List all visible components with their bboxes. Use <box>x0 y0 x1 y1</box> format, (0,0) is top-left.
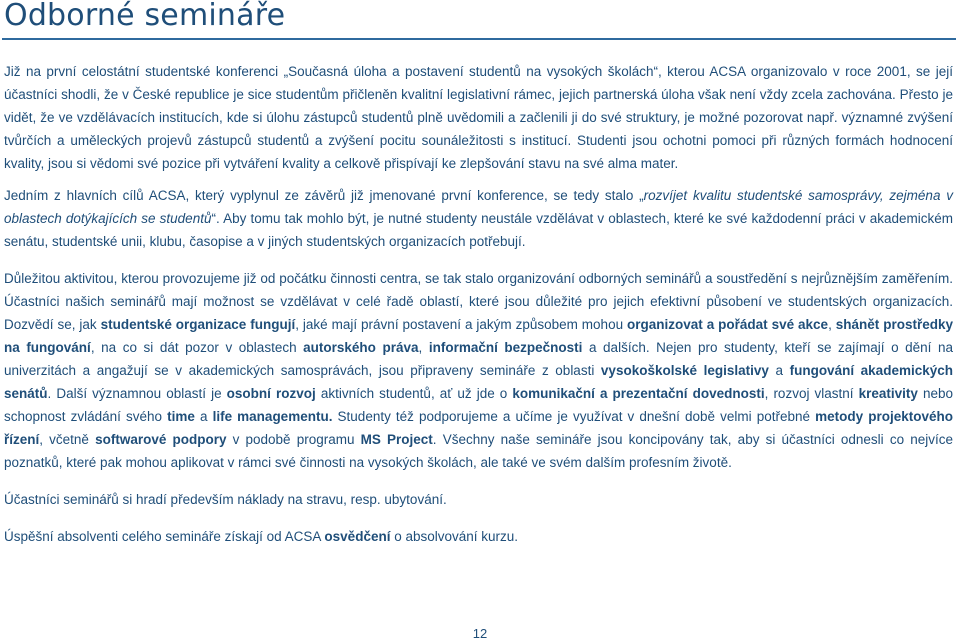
text-run: o absolvování kurzu. <box>390 529 519 544</box>
bold-term: osobní rozvoj <box>226 386 316 401</box>
text-run: . Další významnou oblastí je <box>47 386 227 401</box>
text-run: nebo schopnost zvládání svého <box>4 386 954 424</box>
text-run: , <box>418 340 429 355</box>
bold-term: metody projektového řízení <box>4 409 953 447</box>
text-run: v podobě programu <box>226 432 361 447</box>
bold-term: kreativity <box>858 386 918 401</box>
bold-term: studentské organizace fungují <box>100 317 296 332</box>
page-title: Odborné semináře <box>4 0 286 33</box>
text-run: , rozvoj vlastní <box>764 386 859 401</box>
text-run: Úspěšní absolventi celého semináře získají od ACSA <box>4 529 325 544</box>
bold-term: life managementu. <box>212 409 333 424</box>
text-run: a <box>768 363 790 378</box>
page-number: 12 <box>472 626 488 641</box>
text-run: , <box>828 317 836 332</box>
paragraph-2 <box>4 184 953 253</box>
bold-term: osvědčení <box>324 529 391 544</box>
bold-term: time <box>167 409 195 424</box>
bold-term: vysokoškolské legislativy <box>600 363 769 378</box>
text-run: Studenty též podporujeme a učíme je využívat v dnešní době velmi potřebné <box>332 409 816 424</box>
title-underline <box>2 38 956 40</box>
text-run: “. Aby tomu tak mohlo být, je nutné studenty neustále vzdělávat v oblastech, které ke své každodenní práci v akademickém senátu, studentské unii, klubu, časopise a v jiných studentských organizacích potřebují. <box>4 211 953 249</box>
text-run: , na co si dát pozor v oblastech <box>90 340 304 355</box>
text-run: , včetně <box>39 432 96 447</box>
text-run: . Všechny naše semináře jsou koncipovány tak, aby si účastníci odnesli co nejvíce poznatků, které pak mohou aplikovat v rámci své činnosti na vysokých školách, ale také ve svém dalším profesním životě. <box>4 432 953 470</box>
paragraph-1: Již na první celostátní studentské konferenci „Současná úloha a postavení studentů na vysokých školách“, kterou ACSA organizovalo v roce 2001, se její účastníci shodli, že v České republice je sice studentům přičleněn kvalitní legislativní rámec, jejich partnerská úloha však není vždy zcela zachována. Přesto je vidět, že ve vzdělávacích institucích, kde si úlohu zástupců studentů plně uvědomili a začlenili ji do své struktury, je možné pozorovat např. významné zvýšení tvůrčích a uměleckých projevů zástupců studentů a zvýšení pocitu sounáležitosti s institucí. Studenti jsou ochotni pomoci při různých formách hodnocení kvality, jsou si vědomi své pozice při vytváření kvality a celkově přispívají ke zlepšování stavu na své alma mater. <box>4 64 953 171</box>
italic-emphasis: rozvíjet kvalitu studentské samosprávy, zejména v oblastech dotýkajících se studentů <box>4 188 953 226</box>
paragraph-3 <box>4 267 953 474</box>
paragraph-4: Účastníci seminářů si hradí především náklady na stravu, resp. ubytování. <box>4 492 447 507</box>
text-run: a <box>194 409 213 424</box>
paragraph-5 <box>4 525 953 548</box>
bold-term: informační bezpečnosti <box>428 340 583 355</box>
text-run: Jedním z hlavních cílů ACSA, který vyplynul ze závěrů již jmenované první konference, se tedy stalo „ <box>4 188 644 203</box>
bold-term: autorského práva <box>303 340 419 355</box>
document-body <box>4 60 953 562</box>
bold-term: fungování akademických senátů <box>4 363 953 401</box>
bold-term: shánět prostředky na fungování <box>4 317 953 355</box>
text-run: a dalších. Nejen pro studenty, kteří se zajímají o dění na univerzitách a angažují se v akademických samosprávách, jsou připraveny semináře z oblasti <box>4 340 954 378</box>
bold-term: komunikační a prezentační dovednosti <box>512 386 765 401</box>
text-run: aktivních studentů, ať už jde o <box>315 386 513 401</box>
text-run: , jaké mají právní postavení a jakým způsobem mohou <box>295 317 628 332</box>
bold-term: organizovat a pořádat své akce <box>627 317 829 332</box>
text-run: Důležitou aktivitou, kterou provozujeme již od počátku činnosti centra, se tak stalo organizování odborných seminářů a soustředění s nejrůznějším zaměřením. Účastníci našich seminářů mají možnost se vzdělávat v celé řadě oblastí, které jsou důležité pro jejich efektivní působení ve studentských organizacích. Dozvědí se, jak <box>4 271 953 332</box>
bold-term: softwarové podpory <box>95 432 227 447</box>
bold-term: MS Project <box>360 432 433 447</box>
